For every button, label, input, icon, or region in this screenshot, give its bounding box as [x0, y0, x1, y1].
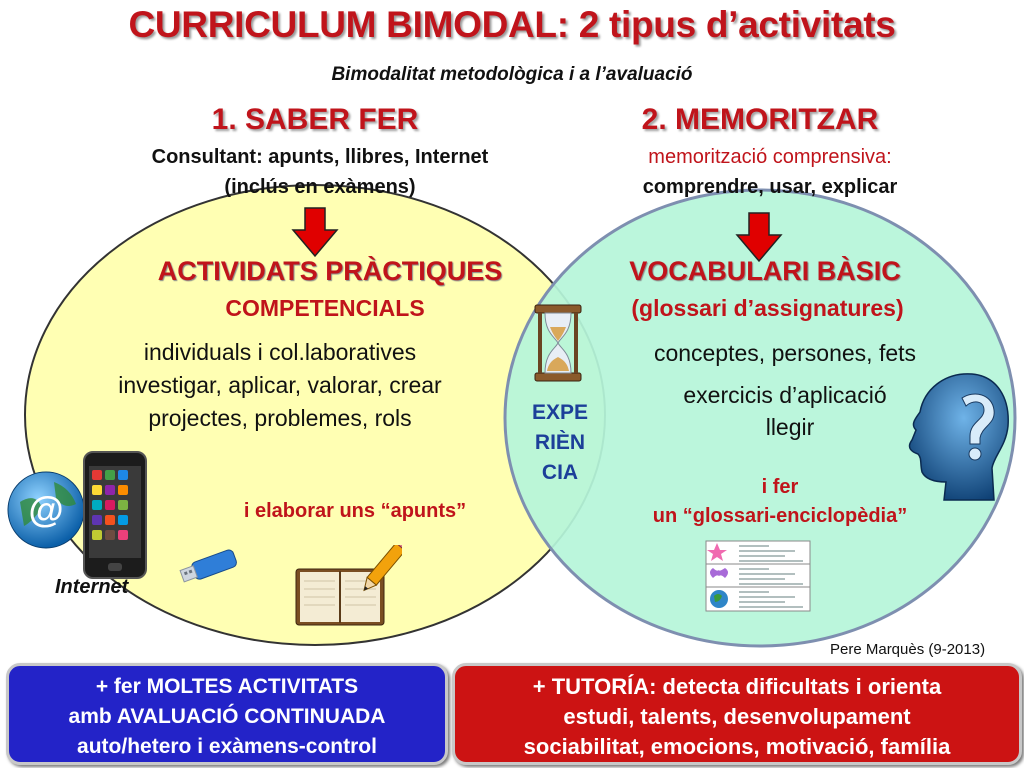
box-left-line: amb AVALUACIÓ CONTINUADA — [68, 705, 386, 728]
smartphone-icon — [82, 450, 148, 580]
globe-at-icon — [6, 462, 86, 562]
left-item: individuals i col.laboratives — [143, 339, 417, 365]
hourglass-icon — [533, 303, 583, 383]
right-item: llegir — [765, 414, 815, 440]
usb-drive-icon — [178, 545, 242, 585]
box-left-line: auto/hetero i exàmens-control — [77, 735, 377, 758]
left-title: ACTIVIDATS PRÀCTIQUES — [157, 256, 503, 286]
left-subtitle: COMPETENCIALS — [225, 295, 425, 321]
left-item: projectes, problemes, rols — [148, 405, 412, 431]
center-line: EXPE — [531, 401, 589, 424]
box-right-line: sociabilitat, emocions, motivació, família — [523, 734, 951, 759]
internet-label: Internet — [55, 576, 129, 598]
right-heading: 2. MEMORITZAR — [641, 103, 879, 136]
credit: Pere Marquès (9-2013) — [830, 641, 986, 658]
left-extra: i elaborar uns “apunts” — [243, 500, 467, 522]
right-extra2: un “glossari-enciclopèdia” — [652, 505, 908, 527]
page-title: CURRICULUM BIMODAL: 2 tipus d’activitats — [128, 4, 896, 45]
left-heading: 1. SABER FER — [211, 103, 419, 136]
box-right-line: estudi, talents, desenvolupament — [563, 704, 911, 729]
left-line2: (inclús en exàmens) — [224, 176, 416, 198]
head-question-icon — [902, 368, 1014, 503]
tutoring-box — [452, 663, 1022, 765]
center-line: RIÈN — [534, 431, 586, 454]
right-line2: comprendre, usar, explicar — [642, 176, 898, 198]
right-subtitle: (glossari d’assignatures) — [631, 295, 904, 321]
continuous-evaluation-box — [6, 663, 448, 765]
page-subtitle: Bimodalitat metodològica i a l’avaluació — [331, 64, 693, 85]
notebook-pencil-icon — [292, 545, 402, 630]
center-label — [505, 398, 615, 488]
glossary-card-icon — [705, 540, 811, 612]
svg-text:@: @ — [28, 489, 64, 530]
box-left-line: + fer MOLTES ACTIVITATS — [95, 675, 359, 698]
right-line1: memorització comprensiva: — [648, 146, 892, 168]
left-item: investigar, aplicar, valorar, crear — [118, 372, 442, 398]
left-line1: Consultant: apunts, llibres, Internet — [151, 146, 489, 168]
box-right-line: + TUTORÍA: detecta dificultats i orienta — [532, 674, 942, 699]
right-title: VOCABULARI BÀSIC — [629, 256, 901, 286]
right-item: exercicis d’aplicació — [683, 382, 887, 408]
right-extra1: i fer — [761, 476, 799, 498]
right-item: conceptes, persones, fets — [653, 340, 917, 366]
center-line: CIA — [541, 461, 579, 484]
